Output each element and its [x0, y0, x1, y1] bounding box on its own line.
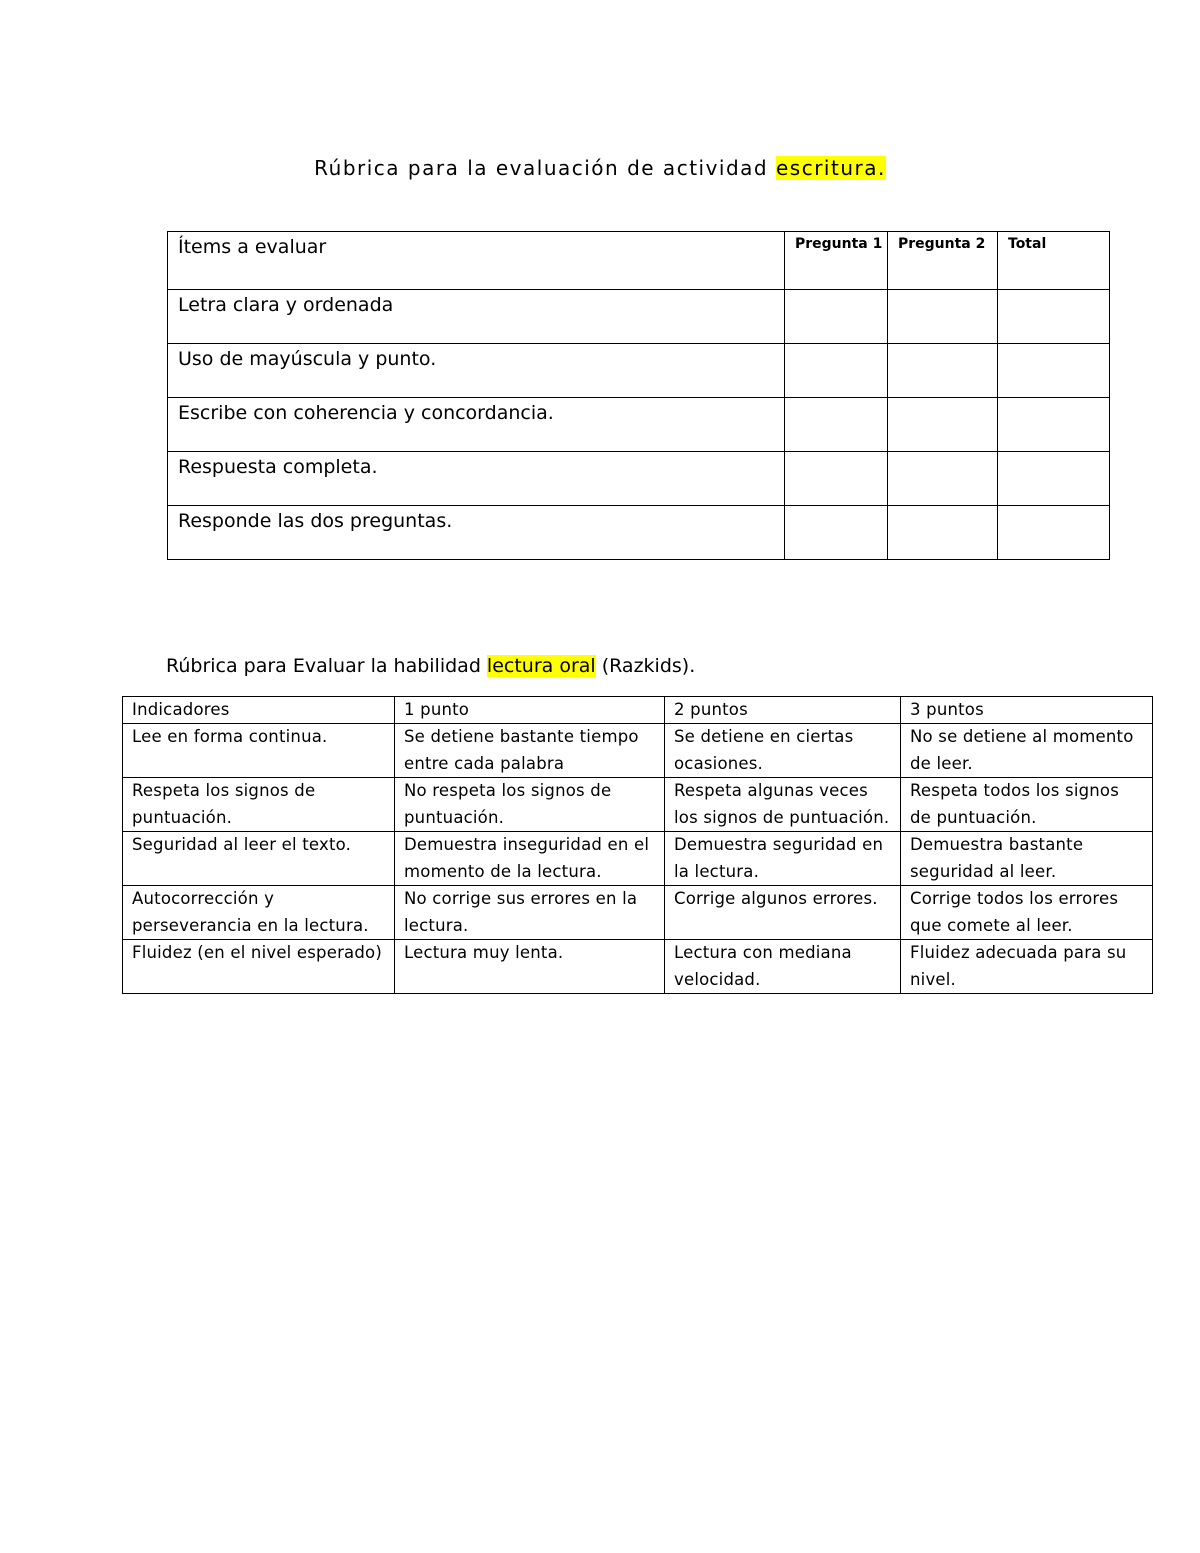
level-1-cell: Se detiene bastante tiempo entre cada palabra [395, 724, 665, 778]
table-row [123, 832, 1153, 886]
level-2-cell: Se detiene en ciertas ocasiones. [665, 724, 901, 778]
indicator-cell: Respeta los signos de puntuación. [123, 778, 395, 832]
level-3-cell: No se detiene al momento de leer. [901, 724, 1153, 778]
total-cell [998, 398, 1110, 452]
score-cell [785, 506, 888, 560]
level-2-cell: Respeta algunas veces los signos de puntuación. [665, 778, 901, 832]
item-label: Escribe con coherencia y concordancia. [168, 398, 785, 452]
level-2-cell: Demuestra seguridad en la lectura. [665, 832, 901, 886]
writing-rubric-title [0, 156, 1200, 180]
score-cell [785, 452, 888, 506]
table-row [168, 290, 1110, 344]
indicator-cell: Autocorrección y perseverancia en la lectura. [123, 886, 395, 940]
writing-rubric-table [167, 231, 1110, 560]
table-row [123, 886, 1153, 940]
writing-rubric-title-text: Rúbrica para la evaluación de actividad [314, 156, 776, 180]
header-total: Total [998, 232, 1110, 290]
total-cell [998, 344, 1110, 398]
level-1-cell: No respeta los signos de puntuación. [395, 778, 665, 832]
header-3-puntos: 3 puntos [901, 697, 1153, 724]
level-3-cell: Respeta todos los signos de puntuación. [901, 778, 1153, 832]
score-cell [785, 290, 888, 344]
writing-rubric-title-highlight: escritura. [775, 156, 886, 180]
header-2-puntos: 2 puntos [665, 697, 901, 724]
header-1-punto: 1 punto [395, 697, 665, 724]
header-indicadores: Indicadores [123, 697, 395, 724]
level-3-cell: Corrige todos los errores que comete al leer. [901, 886, 1153, 940]
table-row [168, 398, 1110, 452]
level-3-cell: Demuestra bastante seguridad al leer. [901, 832, 1153, 886]
table-row [168, 506, 1110, 560]
header-pregunta-1: Pregunta 1 [785, 232, 888, 290]
header-items: Ítems a evaluar [168, 232, 785, 290]
total-cell [998, 506, 1110, 560]
level-2-cell: Corrige algunos errores. [665, 886, 901, 940]
score-cell [888, 398, 998, 452]
score-cell [888, 452, 998, 506]
table-row [168, 344, 1110, 398]
item-label: Responde las dos preguntas. [168, 506, 785, 560]
total-cell [998, 290, 1110, 344]
table-header-row [168, 232, 1110, 290]
level-2-cell: Lectura con mediana velocidad. [665, 940, 901, 994]
indicator-cell: Seguridad al leer el texto. [123, 832, 395, 886]
level-1-cell: Demuestra inseguridad en el momento de la lectura. [395, 832, 665, 886]
total-cell [998, 452, 1110, 506]
score-cell [888, 290, 998, 344]
score-cell [888, 506, 998, 560]
table-row [123, 940, 1153, 994]
reading-rubric-table [122, 696, 1153, 994]
level-1-cell: Lectura muy lenta. [395, 940, 665, 994]
score-cell [785, 344, 888, 398]
item-label: Respuesta completa. [168, 452, 785, 506]
item-label: Letra clara y ordenada [168, 290, 785, 344]
reading-rubric-title-text: Rúbrica para Evaluar la habilidad [166, 655, 487, 677]
score-cell [888, 344, 998, 398]
table-row [123, 778, 1153, 832]
level-3-cell: Fluidez adecuada para su nivel. [901, 940, 1153, 994]
item-label: Uso de mayúscula y punto. [168, 344, 785, 398]
reading-rubric-title-suffix: (Razkids). [595, 655, 696, 677]
header-pregunta-2: Pregunta 2 [888, 232, 998, 290]
table-header-row [123, 697, 1153, 724]
table-row [168, 452, 1110, 506]
reading-rubric-title-highlight: lectura oral [486, 655, 596, 677]
reading-rubric-title [166, 655, 695, 677]
level-1-cell: No corrige sus errores en la lectura. [395, 886, 665, 940]
indicator-cell: Fluidez (en el nivel esperado) [123, 940, 395, 994]
table-row [123, 724, 1153, 778]
score-cell [785, 398, 888, 452]
indicator-cell: Lee en forma continua. [123, 724, 395, 778]
